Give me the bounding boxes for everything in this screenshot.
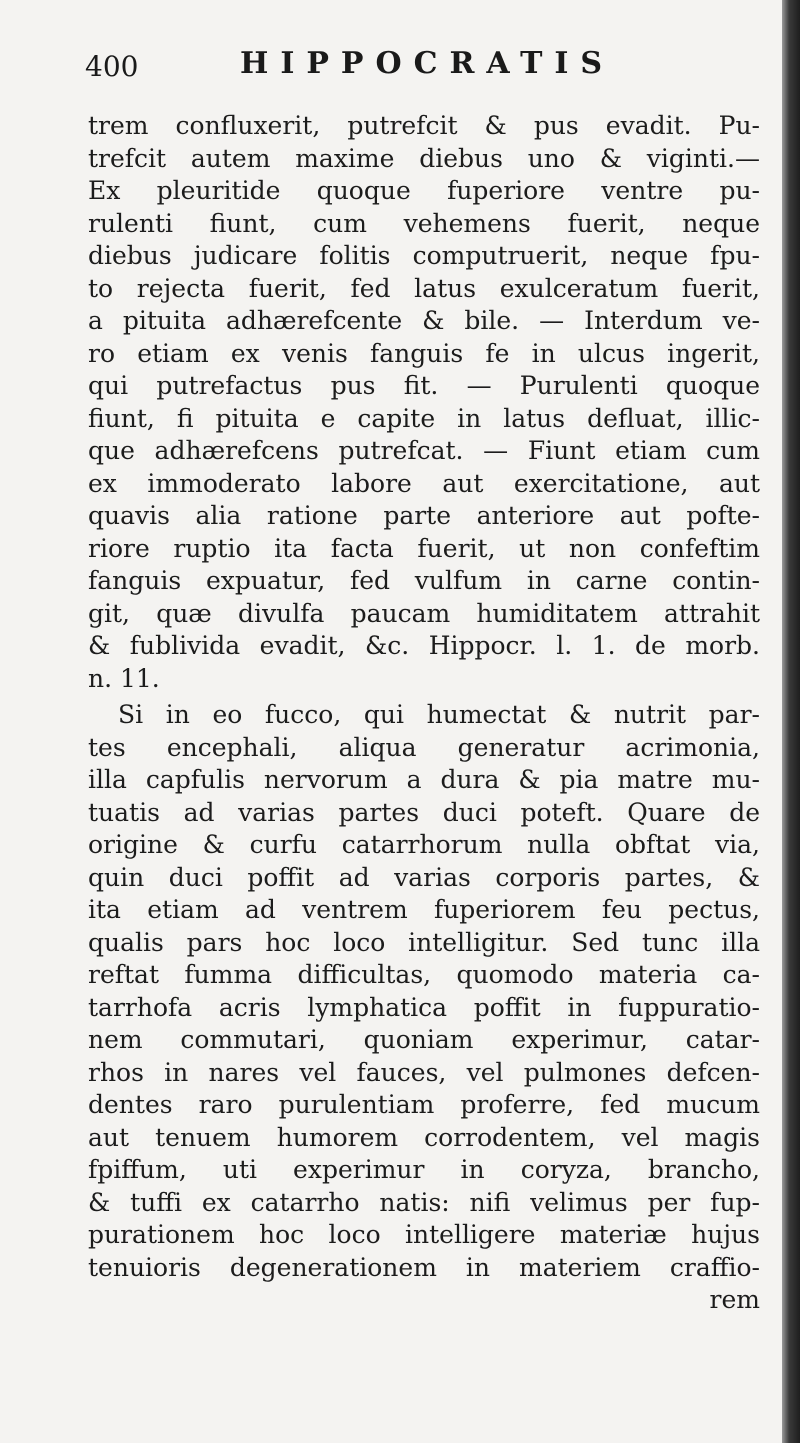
- text-line: Ex pleuritide quoque fuperiore ventre pu-: [88, 176, 760, 205]
- text-line: ro etiam ex venis fanguis fe in ulcus ingerit,: [88, 338, 760, 368]
- text-line: tenuioris degenerationem in materiem craffio-: [88, 1252, 760, 1282]
- text-line: fpiffum, uti experimur in coryza, brancho,: [88, 1155, 760, 1184]
- text-line: tarrhofa acris lymphatica poffit in fuppuratio-: [88, 992, 760, 1022]
- text-line: to rejecta fuerit, fed latus exulceratum fuerit,: [88, 273, 760, 303]
- text-line: trem confluxerit, putrefcit & pus evadit. Pu-: [88, 111, 760, 140]
- text-line: ita etiam ad ventrem fuperiorem feu pectus,: [88, 895, 760, 924]
- book-gutter-shadow: [782, 0, 800, 1443]
- catchword: rem: [709, 1285, 760, 1314]
- text-line: trefcit autem maxime diebus uno & viginti.—: [88, 143, 760, 173]
- text-line: git, quæ divulfa paucam humiditatem attrahit: [88, 598, 760, 628]
- text-line: ex immoderato labore aut exercitatione, aut: [88, 468, 760, 498]
- text-line: aut tenuem humorem corrodentem, vel magis: [88, 1122, 760, 1152]
- page-number: 400: [85, 50, 139, 83]
- text-line: nem commutari, quoniam experimur, catar-: [88, 1025, 760, 1054]
- paragraph-1: [88, 110, 760, 695]
- text-line: fanguis expuatur, fed vulfum in carne contin-: [88, 566, 760, 595]
- text-line: que adhærefcens putrefcat. — Fiunt etiam cum: [88, 436, 760, 465]
- text-line: purationem hoc loco intelligere materiæ hujus: [88, 1220, 760, 1249]
- text-line: tes encephali, aliqua generatur acrimonia,: [88, 732, 760, 762]
- text-line: & tuffi ex catarrho natis: nifi velimus per fup-: [88, 1187, 760, 1217]
- text-line: qualis pars hoc loco intelligitur. Sed tunc illa: [88, 927, 760, 957]
- text-line: quavis alia ratione parte anteriore aut pofte-: [88, 501, 760, 530]
- text-line: fiunt, fi pituita e capite in latus defluat, illic-: [88, 403, 760, 433]
- text-line: reftat fumma difficultas, quomodo materia ca-: [88, 960, 760, 989]
- text-line: n. 11.: [88, 663, 160, 693]
- text-line: & fublivida evadit, &c. Hippocr. l. 1. de morb.: [88, 631, 760, 660]
- text-line: tuatis ad varias partes duci poteft. Quare de: [88, 797, 760, 827]
- text-line: rulenti fiunt, cum vehemens fuerit, neque: [88, 208, 760, 238]
- text-line: dentes raro purulentiam proferre, fed mucum: [88, 1090, 760, 1119]
- text-line: qui putrefactus pus fit. — Purulenti quoque: [88, 371, 760, 400]
- running-head: HIPPOCRATIS: [240, 46, 615, 81]
- text-line: origine & curfu catarrhorum nulla obftat via,: [88, 830, 760, 859]
- text-line: diebus judicare folitis computruerit, neque fpu-: [88, 241, 760, 270]
- body-text: [88, 110, 760, 1317]
- text-line: a pituita adhærefcente & bile. — Interdum ve-: [88, 306, 760, 335]
- text-line: quin duci poffit ad varias corporis partes, &: [88, 862, 760, 892]
- text-line: riore ruptio ita facta fuerit, ut non confeftim: [88, 533, 760, 563]
- text-line: illa capfulis nervorum a dura & pia matre mu-: [88, 765, 760, 794]
- paragraph-2: [88, 699, 760, 1284]
- text-line: rhos in nares vel fauces, vel pulmones defcen-: [88, 1057, 760, 1087]
- text-line: Si in eo fucco, qui humectat & nutrit par-: [118, 700, 760, 729]
